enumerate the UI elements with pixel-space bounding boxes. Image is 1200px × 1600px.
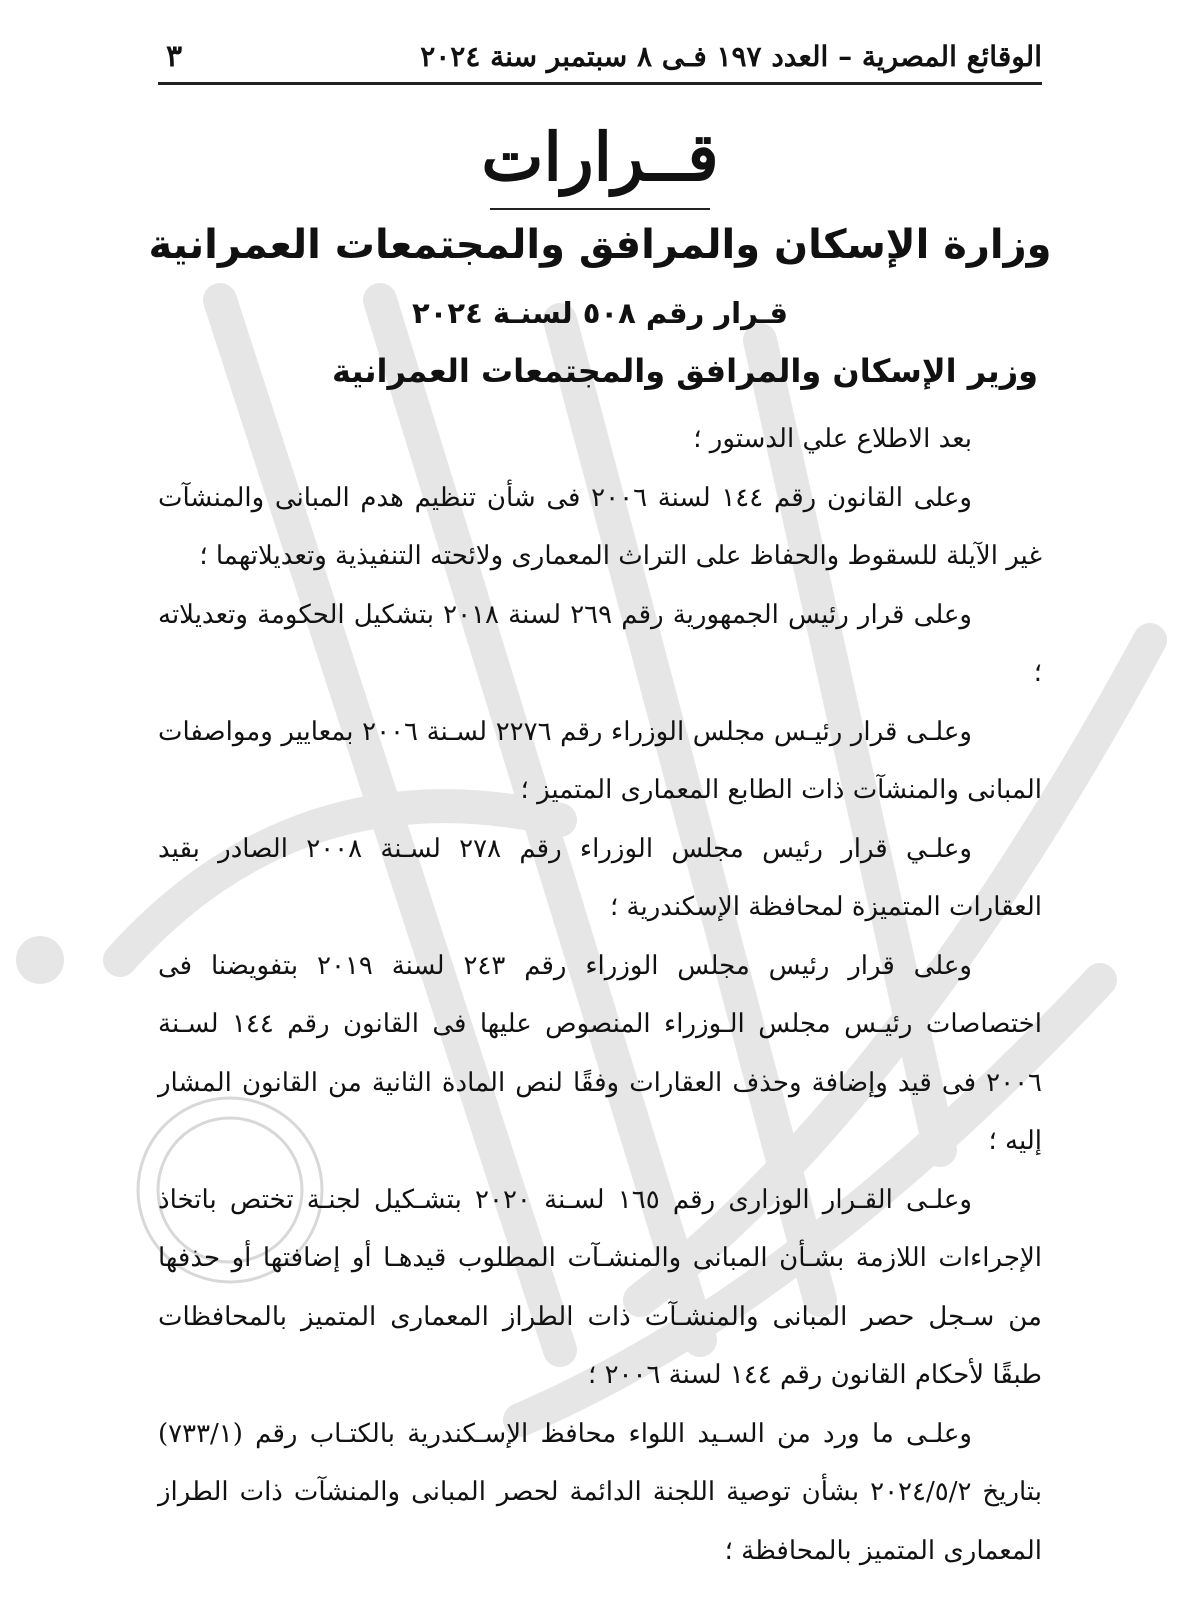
preamble-paragraph: وعلـي قرار رئيس مجلس الوزراء رقم ٢٧٨ لسـنة ٢٠٠٨ الصادر بقيد العقارات المتميزة لمحافظة الإسكندرية ؛	[158, 833, 1042, 922]
preamble-paragraph: وعلى قرار رئيس مجلس الوزراء رقم ٢٤٣ لسنة ٢٠١٩ بتفويضنا فى اختصاصات رئيـس مجلس الـوزراء المنصوص عليها فى القانون رقم ١٤٤ لسـنة ٢٠٠٦ فى قيد وإضافة وحذف العقارات وفقًا لنص المادة الثانية من القانون المشار إليه ؛	[158, 950, 1042, 1156]
preamble-paragraph: وعلـى قرار رئيـس مجلس الوزراء رقم ٢٢٧٦ لسـنة ٢٠٠٦ بمعايير ومواصفات المبانى والمنشآت ذات الطابع المعمارى المتميز ؛	[158, 716, 1042, 805]
preamble-paragraph: وعلـى القـرار الوزارى رقم ١٦٥ لسـنة ٢٠٢٠ بتشـكيل لجنـة تختص باتخاذ الإجراءات اللازمة بشـأن المبانى والمنشـآت المطلوب قيدهـا أو إضافتها أو حذفها من سـجل حصر المبانى والمنشـآت ذات الطراز المعمارى المتميز بالمحافظات طبقًا لأحكام القانون رقم ١٤٤ لسنة ٢٠٠٦ ؛	[158, 1184, 1042, 1390]
decision-body	[158, 410, 1042, 1580]
page-number: ٣	[166, 38, 183, 74]
decision-number: قـرار رقم ٥٠٨ لسنـة ٢٠٢٤	[411, 296, 789, 330]
preamble-paragraph: بعد الاطلاع علي الدستور ؛	[693, 424, 972, 454]
watermark-dot	[16, 936, 64, 984]
title-underline	[490, 208, 710, 210]
preamble-paragraph: وعلى القانون رقم ١٤٤ لسنة ٢٠٠٦ فى شأن تنظيم هدم المبانى والمنشآت غير الآيلة للسقوط والحفاظ على التراث المعمارى ولائحته التنفيذية وتعديلاتهما ؛	[158, 482, 1042, 571]
minister-heading: وزير الإسكان والمرافق والمجتمعات العمرانية	[332, 352, 1038, 390]
running-header	[158, 30, 1042, 85]
section-title: قــرارات	[481, 118, 719, 196]
running-title: الوقائع المصرية – العدد ١٩٧ فـى ٨ سبتمبر سنة ٢٠٢٤	[420, 39, 1042, 73]
preamble-paragraph: وعلـى ما ورد من السـيد اللواء محافظ الإسـكندرية بالكتـاب رقم (٧٣٣/١) بتاريخ ٢٠٢٤/٥/٢ بشأن توصية اللجنة الدائمة لحصر المبانى والمنشآت ذات الطراز المعمارى المتميز بالمحافظة ؛	[158, 1418, 1043, 1566]
ministry-heading: وزارة الإسكان والمرافق والمجتمعات العمرانية	[148, 222, 1052, 268]
preamble-paragraph: وعلى قرار رئيس الجمهورية رقم ٢٦٩ لسنة ٢٠١٨ بتشكيل الحكومة وتعديلاته ؛	[158, 599, 1042, 688]
